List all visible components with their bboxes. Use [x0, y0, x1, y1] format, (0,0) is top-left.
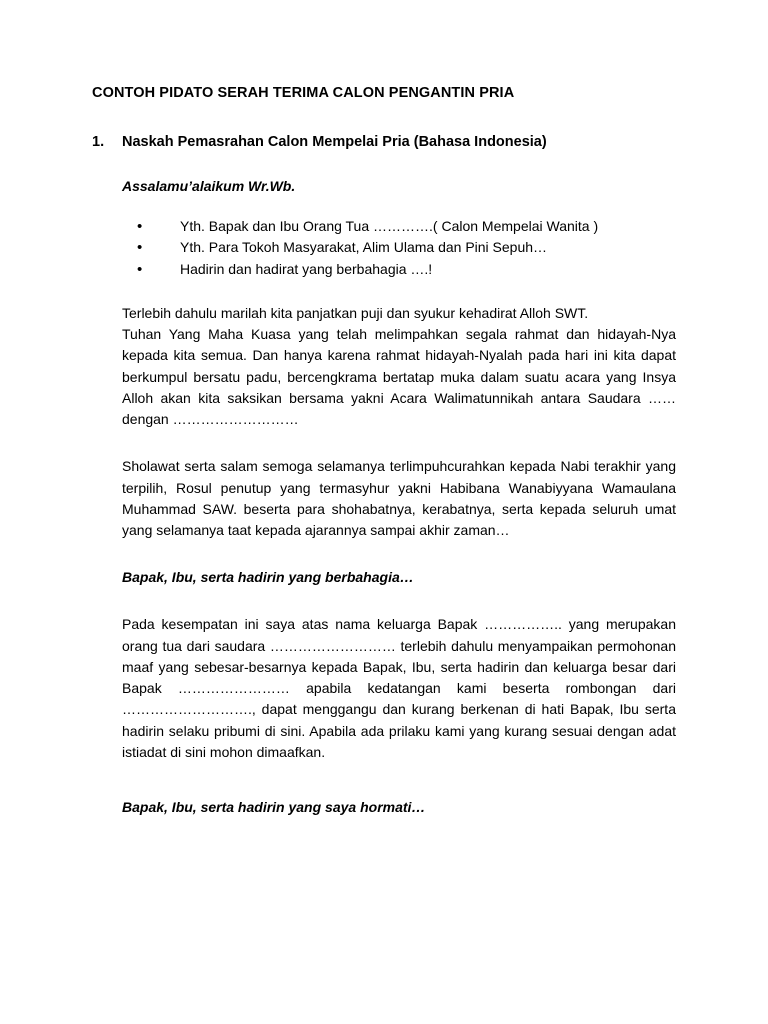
- list-item: • Yth. Para Tokoh Masyarakat, Alim Ulama dan Pini Sepuh…: [122, 237, 676, 259]
- paragraph-spacer: [122, 604, 676, 614]
- section-number: 1.: [92, 133, 105, 150]
- paragraph-spacer: [122, 779, 676, 797]
- paragraph-spacer: [122, 446, 676, 456]
- greeting-line: Assalamu’alaikum Wr.Wb.: [122, 177, 296, 194]
- paragraph-3: Sholawat serta salam semoga selamanya terlimpuhcurahkan kepada Nabi terakhir yang terpilih, Rosul penutup yang termasyhur yakni Habibana Wanabiyyana Wamaulana Muhammad SAW. beserta para shohabatnya, kerabatnya, serta kepada seluruh umat yang selamanya taat kepada ajarannya sampai akhir zaman…: [122, 458, 676, 539]
- section-heading: [92, 133, 676, 152]
- addressee-list: [122, 216, 676, 281]
- section-body: [122, 178, 676, 819]
- section-title: Naskah Pemasrahan Calon Mempelai Pria (Bahasa Indonesia): [122, 133, 547, 150]
- page-title: CONTOH PIDATO SERAH TERIMA CALON PENGANTIN PRIA: [92, 85, 515, 101]
- paragraph-2: Tuhan Yang Maha Kuasa yang telah melimpahkan segala rahmat dan hidayah-Nya kepada kita semua. Dan hanya karena rahmat hidayah-Nyalah pada hari ini kita dapat berkumpul bersatu padu, bercengkrama bertatap muka dalam suatu acara yang Insya Alloh akan kita saksikan bersama yakni Acara Walimatunnikah antara Saudara …… dengan ………………………: [122, 326, 676, 428]
- paragraph-1: Terlebih dahulu marilah kita panjatkan puji dan syukur kehadirat Alloh SWT.: [122, 304, 589, 321]
- paragraph-4: Pada kesempatan ini saya atas nama keluarga Bapak …………….. yang merupakan orang tua dari saudara ……………………… terlebih dahulu menyampaikan permohonan maaf yang sebesar-besarnya kepada Bapak, Ibu, serta hadirin dan keluarga besar dari Bapak …………………… apabila kedatangan kami beserta rombongan dari ………………………., dapat menggangu dan kurang berkenan di hati Bapak, Ibu serta hadirin selaku pribumi di sini. Apabila ada prilaku kami yang kurang sesuai dengan adat istiadat di sini mohon dimaafkan.: [122, 616, 676, 760]
- emphasis-line-2: Bapak, Ibu, serta hadirin yang saya hormati…: [122, 799, 426, 816]
- paragraph-spacer: [122, 557, 676, 567]
- list-item: • Hadirin dan hadirat yang berbahagia ….!: [122, 259, 676, 281]
- emphasis-line-1: Bapak, Ibu, serta hadirin yang berbahagia…: [122, 569, 414, 586]
- list-item: • Yth. Bapak dan Ibu Orang Tua ………….( Calon Mempelai Wanita ): [122, 216, 676, 238]
